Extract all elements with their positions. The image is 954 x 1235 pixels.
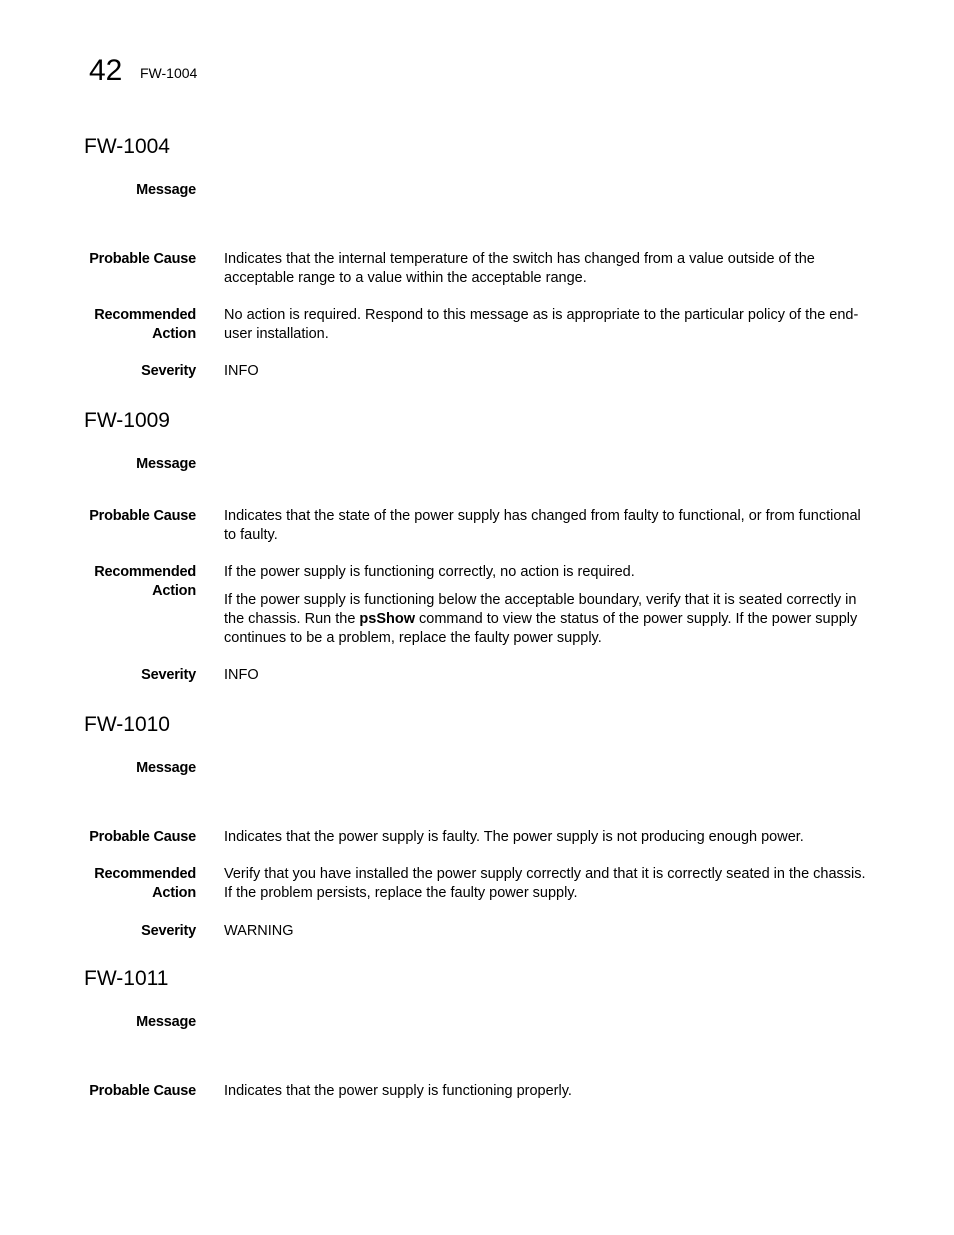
message-label: Message bbox=[136, 1014, 196, 1030]
message-label: Message bbox=[136, 182, 196, 198]
section-title: FW-1010 bbox=[84, 713, 170, 736]
recommended-label: Recommended bbox=[94, 564, 196, 580]
recommended-action-label bbox=[56, 306, 196, 344]
recommended-action-text: No action is required. Respond to this message as is appropriate to the particular policy of the end-user installation. bbox=[224, 307, 859, 342]
command-name: psShow bbox=[359, 611, 416, 627]
action-label: Action bbox=[152, 326, 196, 342]
probable-cause-text: Indicates that the power supply is faulty. The power supply is not producing enough power. bbox=[224, 829, 804, 845]
probable-cause-label: Probable Cause bbox=[89, 251, 196, 267]
severity-label: Severity bbox=[141, 363, 196, 379]
section-title: FW-1009 bbox=[84, 409, 170, 432]
recommended-label: Recommended bbox=[94, 307, 196, 323]
action-label: Action bbox=[152, 885, 196, 901]
action-text: command to view the status of the power supply. If the power supply continues to be a problem, replace the faulty power supply. bbox=[224, 611, 858, 646]
chapter-number: 42 bbox=[89, 54, 123, 87]
severity-value: INFO bbox=[224, 667, 259, 683]
severity-value: WARNING bbox=[224, 923, 294, 939]
action-text: If the power supply is functioning below the acceptable boundary, verify that it is seated correctly in the chassis. Run the bbox=[224, 592, 857, 627]
recommended-action-label bbox=[56, 563, 196, 601]
probable-cause-text: Indicates that the internal temperature of the switch has changed from a value outside of the acceptable range to a value within the acceptable range. bbox=[224, 251, 815, 286]
severity-label: Severity bbox=[141, 667, 196, 683]
section-title: FW-1011 bbox=[84, 967, 169, 990]
probable-cause-label: Probable Cause bbox=[89, 829, 196, 845]
probable-cause-label: Probable Cause bbox=[89, 508, 196, 524]
probable-cause-label: Probable Cause bbox=[89, 1083, 196, 1099]
severity-value: INFO bbox=[224, 363, 259, 379]
action-paragraph: If the power supply is functioning correctly, no action is required. bbox=[224, 564, 635, 580]
probable-cause-text: Indicates that the power supply is functioning properly. bbox=[224, 1083, 572, 1099]
recommended-action-text bbox=[224, 563, 874, 648]
recommended-action-text: Verify that you have installed the power supply correctly and that it is correctly seated in the chassis. If the problem persists, replace the faulty power supply. bbox=[224, 866, 866, 901]
action-paragraph bbox=[224, 591, 874, 648]
action-label: Action bbox=[152, 583, 196, 599]
message-label: Message bbox=[136, 760, 196, 776]
message-label: Message bbox=[136, 456, 196, 472]
probable-cause-text: Indicates that the state of the power supply has changed from faulty to functional, or from functional to faulty. bbox=[224, 508, 861, 543]
recommended-action-label bbox=[56, 865, 196, 903]
recommended-label: Recommended bbox=[94, 866, 196, 882]
running-title: FW-1004 bbox=[140, 65, 198, 81]
severity-label: Severity bbox=[141, 923, 196, 939]
section-title: FW-1004 bbox=[84, 135, 170, 158]
